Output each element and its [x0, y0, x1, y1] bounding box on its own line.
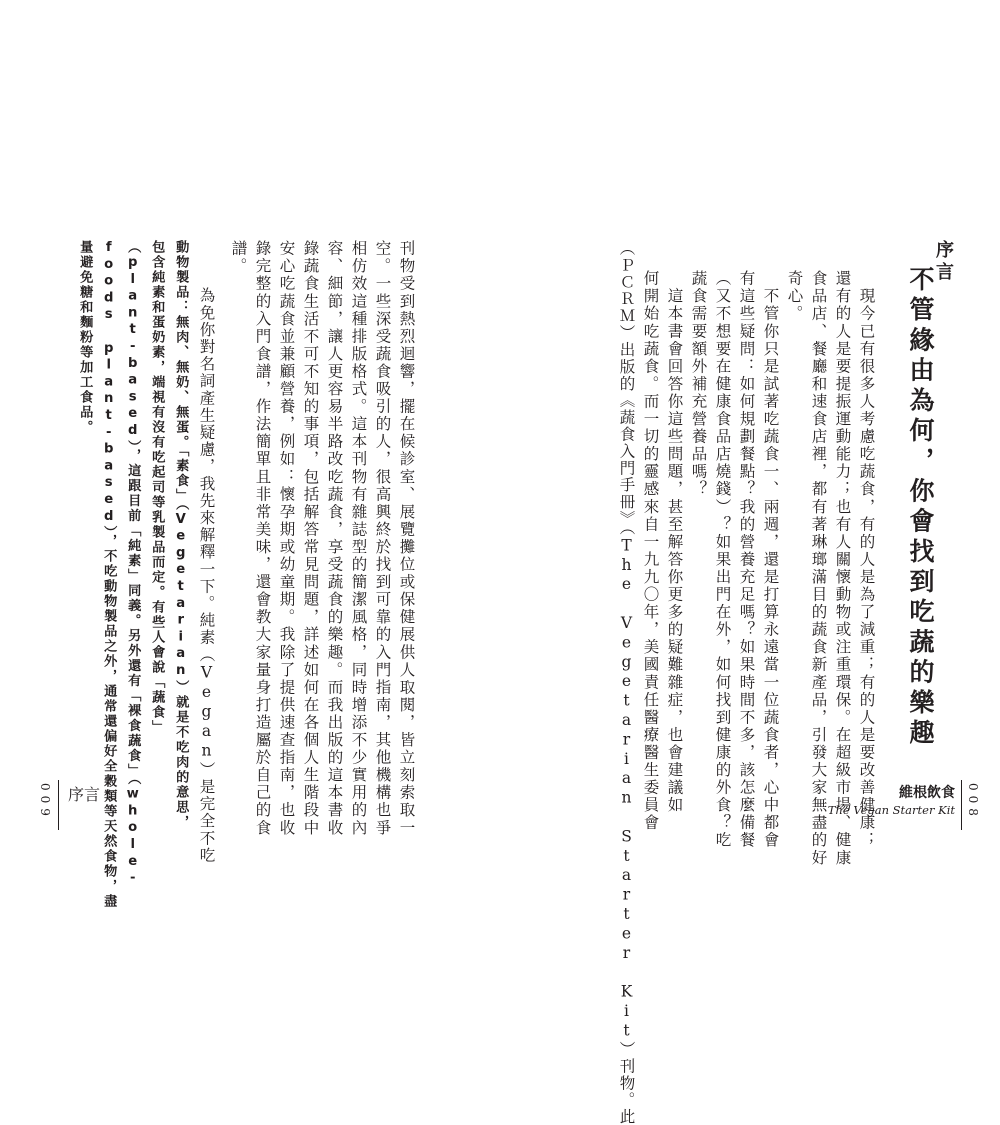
running-header-title: 序言 — [68, 785, 101, 804]
body-column: 空。一些深受蔬食吸引的人，很高興終於找到可靠的入門指南，其他機構也爭 — [373, 240, 392, 837]
body-column: （ＰＣＲＭ）出版的《蔬食入門手冊》（The Vegetarian Starter Kit）刊物。此 — [617, 240, 636, 1125]
body-column: 有這些疑問：如何規劃餐點？我的營養充足嗎？如果時間不多，該怎麼備餐 — [737, 270, 756, 850]
body-column-bold: 包含純素和蛋奶素，端視有沒有吃起司等乳製品而定。有些人會說「蔬食」 — [149, 240, 165, 735]
body-column-bold: foods plant-based），不吃動物製品之外，通常還偏好全穀類等天然食物，盡 — [101, 240, 117, 909]
section-label: 序言 — [933, 240, 954, 284]
body-column-bold: 動物製品：無肉、無奶、無蛋。「素食」（Vegetarian）就是不吃肉的意思， — [173, 240, 189, 830]
body-column: 安心吃蔬食並兼顧營養，例如：懷孕期或幼童期。我除了提供速查指南，也收 — [277, 240, 296, 837]
body-column: （又不想要在健康食品店燒錢）？如果出門在外，如何找到健康的外食？吃 — [713, 270, 732, 850]
body-column: 譜。 — [229, 240, 248, 276]
body-column: 相仿效這種排版格式。這本刊物有雜誌型的簡潔風格，同時增添不少實用的內 — [349, 240, 368, 837]
body-column-bold: （plant-based），這跟目前「純素」同義。另外還有「裸食蔬食」（whole- — [125, 240, 141, 888]
folio-divider — [961, 780, 962, 830]
page-number: 008 — [966, 783, 980, 821]
body-column: 錄完整的入門食譜，作法簡單且非常美味，還會教大家量身打造屬於自己的食 — [253, 240, 272, 837]
body-column: 刊物受到熱烈迴響，擺在候診室、展覽攤位或保健展供人取閱，皆立刻索取一 — [397, 240, 416, 837]
body-column: 錄蔬食生活不可不知的事項，包括解答常見問題，詳述如何在各個人生階段中 — [301, 240, 320, 837]
body-column: 現今已有很多人考慮吃蔬食，有的人是為了減重；有的人是要改善健康； — [857, 270, 876, 850]
body-column: 不管你只是試著吃蔬食一、兩週，還是打算永遠當一位蔬食者，心中都會 — [761, 270, 780, 850]
folio-divider — [58, 780, 59, 830]
body-column: 這本書會回答你這些問題，甚至解答你更多的疑難雜症，也會建議如 — [665, 270, 684, 815]
body-column: 為免你對名詞產生疑慮，我先來解釋一下。純素（Vegan）是完全不吃 — [197, 270, 216, 864]
body-column: 還有的人是要提振運動能力；也有人關懷動物或注重環保。在超級市場、健康 — [833, 270, 852, 867]
body-column: 何開始吃蔬食。而一切的靈感來自一九九〇年，美國責任醫療醫生委員會 — [641, 270, 660, 832]
body-column: 容、細節，讓人更容易半路改吃蔬食，享受蔬食的樂趣。而我出版的這本書收 — [325, 240, 344, 837]
chapter-title: 不管緣由為何，你會找到吃蔬的樂趣 — [906, 266, 935, 750]
body-column-bold: 量避免糖和麵粉等加工食品。 — [77, 240, 93, 435]
body-column: 蔬食需要額外補充營養品嗎？ — [689, 270, 708, 499]
body-column: 奇心。 — [785, 270, 804, 323]
body-column: 食品店、餐廳和速食店裡，都有著琳瑯滿目的蔬食新產品，引發大家無盡的好 — [809, 270, 828, 867]
running-header-subtitle: The Vegan Starter Kit — [827, 803, 955, 817]
page-number: 009 — [38, 783, 52, 821]
running-header-title: 維根飲食 — [899, 785, 955, 801]
